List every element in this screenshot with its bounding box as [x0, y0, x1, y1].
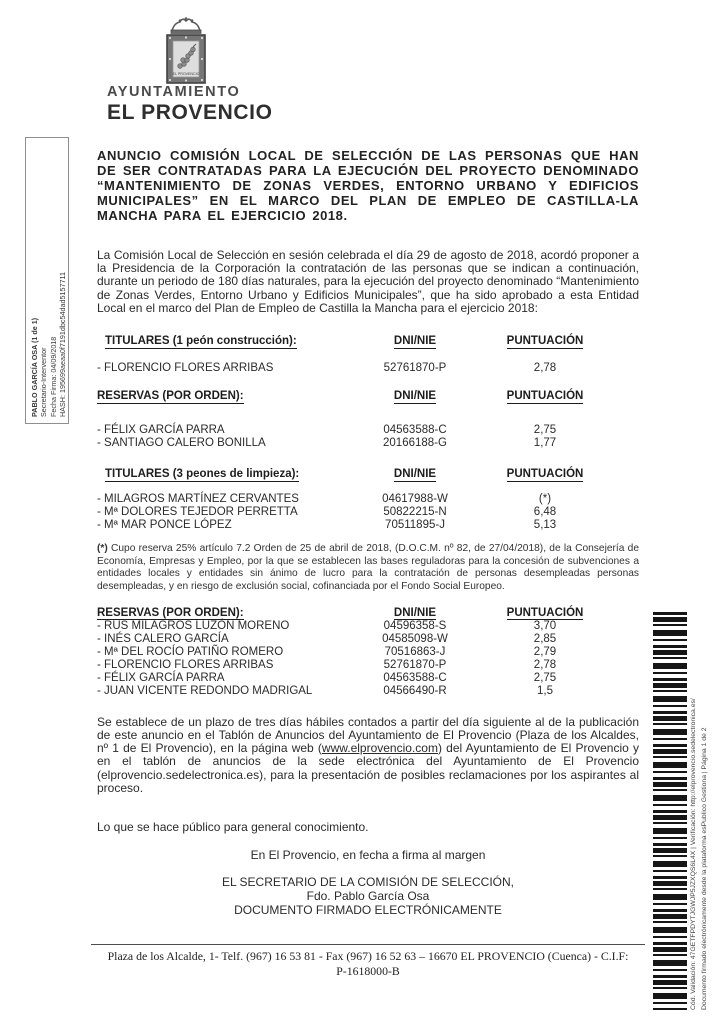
footer-cif-line: P-1618000-B: [336, 964, 400, 978]
cell-score: 1,77: [533, 437, 557, 450]
cell-dni: 52761870-P: [383, 658, 447, 671]
cell-score: 5,13: [533, 519, 557, 532]
table-row: [97, 493, 639, 506]
cell-name: - JUAN VICENTE REDONDO MADRIGAL: [97, 684, 313, 697]
table-header: [97, 334, 639, 348]
cell-dni: 50822215-N: [383, 506, 447, 519]
footnote-marker: (*): [97, 543, 108, 555]
cell-dni: 20166188-G: [383, 437, 447, 450]
cell-name: - RUS MILAGROS LUZÓN MORENO: [97, 619, 290, 632]
page-footer: [91, 944, 645, 979]
col-header-dni: DNI/NIE: [393, 606, 437, 619]
table-row: [97, 506, 639, 519]
cell-dni: 70511895-J: [385, 519, 445, 532]
intro-paragraph: La Comisión Local de Selección en sesión celebrada el día 29 de agosto de 2018, acordó proponer a la Presidencia de la Corporación la contratación de las personas que se indican a continuación, durante un periodo de 180 días naturales, para la ejecución del proyecto denominado “Mantenimiento de Zonas Verdes, Entorno Urbano y Edificios Municipales”, que ha sido aprobado a esta Entidad Local en el marco del Plan de Empleo de Castilla la Mancha para el ejercicio 2018:: [97, 248, 639, 315]
col-header-score: PUNTUACIÓN: [506, 468, 584, 481]
org-name-line2: EL PROVENCIO: [107, 101, 273, 124]
cell-name: - MILAGROS MARTÍNEZ CERVANTES: [97, 493, 299, 506]
table-row: [97, 437, 639, 450]
cell-score: 2,79: [533, 645, 557, 658]
cell-score: 6,48: [533, 506, 557, 519]
stamp-sign-date: Fecha Firma: 04/09/2018: [48, 336, 58, 417]
cell-score: 2,78: [533, 658, 557, 671]
deadline-text-pre: Se establece de un plazo de tres días hábiles contados a partir del día siguiente al de la publicación de este anuncio en el Tablón de Anuncios del Ayuntamiento de El Provencio (Plaza de los Alcaldes, nº 1 de El Provencio), en la página web (: [97, 714, 639, 756]
table-row: [97, 519, 639, 532]
cell-name: - FLORENCIO FLORES ARRIBAS: [97, 362, 274, 375]
table-row: [97, 362, 639, 375]
table-rows: [97, 362, 639, 375]
cell-dni: 52761870-P: [383, 362, 447, 375]
table-header: [97, 606, 639, 620]
deadline-text-post: ) del Ayuntamiento de El Provencio y en el tablón de anuncios de la sede electrónica del Ayuntamiento de El Provencio (elprovencio.sedelectronica.es), para la presentación de posibles reclamaciones por los aspirantes al proceso.: [97, 741, 639, 795]
signed-by: Fdo. Pablo García Osa: [306, 888, 430, 903]
barcode-caption-validation: Cód. Validación: 47GETFPDYTJGWJP5JZXQS6L4X | Verificación: http://elprovencio.sedelectronica.es/: [690, 698, 697, 1010]
cell-dni: 04563588-C: [383, 424, 447, 437]
cell-dni: 04585098-W: [382, 632, 448, 645]
col-header-dni: DNI/NIE: [393, 390, 437, 403]
org-header: [107, 84, 273, 125]
signed-electronically: DOCUMENTO FIRMADO ELECTRÓNICAMENTE: [234, 902, 502, 917]
cell-name: - Mª DEL ROCÍO PATIÑO ROMERO: [97, 645, 284, 658]
signature-stamp: [25, 137, 69, 424]
table-header-label: RESERVAS (POR ORDEN):: [97, 390, 244, 403]
stamp-signer-name: PABLO GARCÍA OSA (1 de 1): [30, 317, 39, 417]
table-rows: [97, 424, 639, 450]
cell-dni: 04563588-C: [383, 671, 447, 684]
document-body: [97, 148, 639, 917]
table-rows: [97, 493, 639, 532]
secretary-title: EL SECRETARIO DE LA COMISIÓN DE SELECCIÓN,: [221, 875, 515, 890]
table-reservas-limpieza: [97, 606, 639, 698]
stamp-hash: HASH: 195699aeaa0f7191dbc54dad5157711: [58, 272, 68, 417]
footer-address-line: Plaza de los Alcalde, 1- Telf. (967) 16 53 81 - Fax (967) 16 52 63 – 16670 EL PROVENCIO (Cuenca) - C.I.F:: [107, 949, 629, 963]
footer-divider: [91, 944, 645, 945]
stamp-signer-role: Secretario-Interventor: [39, 347, 49, 417]
col-header-dni: DNI/NIE: [393, 335, 437, 348]
place-and-date-line: En El Provencio, en fecha a firma al margen: [250, 848, 486, 863]
table-titulares-limpieza: [97, 467, 639, 532]
cell-dni: 04617988-W: [382, 493, 448, 506]
table-header-label: TITULARES (3 peones de limpieza):: [105, 468, 300, 481]
cell-score: 2,78: [533, 362, 557, 375]
table-row: [97, 672, 639, 685]
cell-dni: 04566490-R: [383, 684, 447, 697]
crest-caption: EL PROVENCIO: [172, 71, 200, 76]
barcode-caption-platform: Documento firmado electrónicamente desde la plataforma esPublico Gestiona | Página 1 de 2: [700, 727, 708, 1010]
table-header-label: TITULARES (1 peón construcción):: [105, 335, 297, 348]
cell-name: - Mª MAR PONCE LÓPEZ: [97, 519, 232, 532]
cell-name: - INÉS CALERO GARCÍA: [97, 632, 229, 645]
table-row: [97, 659, 639, 672]
table-header: [97, 389, 639, 403]
cell-score: 2,85: [533, 632, 557, 645]
cell-score: 3,70: [533, 619, 557, 632]
verification-barcode: [653, 612, 687, 1010]
col-header-score: PUNTUACIÓN: [506, 390, 584, 403]
table-reservas-construccion: [97, 389, 639, 450]
table-header: [97, 467, 639, 481]
barcode-caption: [689, 612, 712, 1010]
announcement-title: ANUNCIO COMISIÓN LOCAL DE SELECCIÓN DE LAS PERSONAS QUE HAN DE SER CONTRATADAS PARA LA EJECUCIÓN DEL PROYECTO DENOMINADO “MANTENIMIENTO DE ZONAS VERDES, ENTORNO URBANO Y EDIFICIOS MUNICIPALES” EN EL MARCO DEL PLAN DE EMPLEO DE CASTILLA-LA MANCHA PARA EL EJERCICIO 2018.: [97, 148, 639, 223]
table-rows: [97, 620, 639, 698]
signature-block: [97, 876, 639, 917]
cell-score: 2,75: [533, 671, 557, 684]
cell-name: - FÉLIX GARCÍA PARRA: [97, 671, 225, 684]
cell-name: - FÉLIX GARCÍA PARRA: [97, 424, 225, 437]
ayuntamiento-crest-icon: [147, 14, 225, 88]
cell-score: 1,5: [537, 684, 553, 697]
cell-name: - SANTIAGO CALERO BONILLA: [97, 437, 266, 450]
cell-dni: 04596358-S: [383, 619, 447, 632]
cell-name: - Mª DOLORES TEJEDOR PERRETTA: [97, 506, 298, 519]
signature-stamp-text: [27, 138, 69, 423]
website-link[interactable]: www.elprovencio.com: [321, 741, 438, 756]
barcode-caption-text: [689, 612, 712, 1010]
table-row: [97, 620, 639, 633]
table-row: [97, 646, 639, 659]
col-header-score: PUNTUACIÓN: [506, 335, 584, 348]
table-header-label: RESERVAS (POR ORDEN):: [97, 606, 244, 619]
cell-name: - FLORENCIO FLORES ARRIBAS: [97, 658, 274, 671]
col-header-dni: DNI/NIE: [393, 468, 437, 481]
col-header-score: PUNTUACIÓN: [506, 606, 584, 619]
table-row: [97, 685, 639, 698]
reserve-quota-footnote: [97, 543, 639, 594]
cell-score: 2,75: [533, 424, 557, 437]
table-row: [97, 424, 639, 437]
public-notice: Lo que se hace público para general conocimiento.: [97, 820, 369, 835]
footnote-text: Cupo reserva 25% artículo 7.2 Orden de 25 de abril de 2018, (D.O.C.M. nº 82, de 27/04/2018), de la Consejería de Economía, Empresas y Empleo, por la que se establecen las bases reguladoras para la concesión de subvenciones a entidades locales y entidades sin ánimo de lucro para la contratación de personas desempleadas personas desempleadas, y en riesgo de exclusión social, cofinanciada por el Fondo Social Europeo.: [97, 543, 639, 593]
cell-dni: 70516863-J: [384, 645, 446, 658]
org-name-line1: AYUNTAMIENTO: [107, 84, 241, 100]
table-titulares-construccion: [97, 334, 639, 375]
cell-score: (*): [538, 493, 552, 506]
deadline-paragraph: [97, 716, 639, 795]
table-row: [97, 633, 639, 646]
